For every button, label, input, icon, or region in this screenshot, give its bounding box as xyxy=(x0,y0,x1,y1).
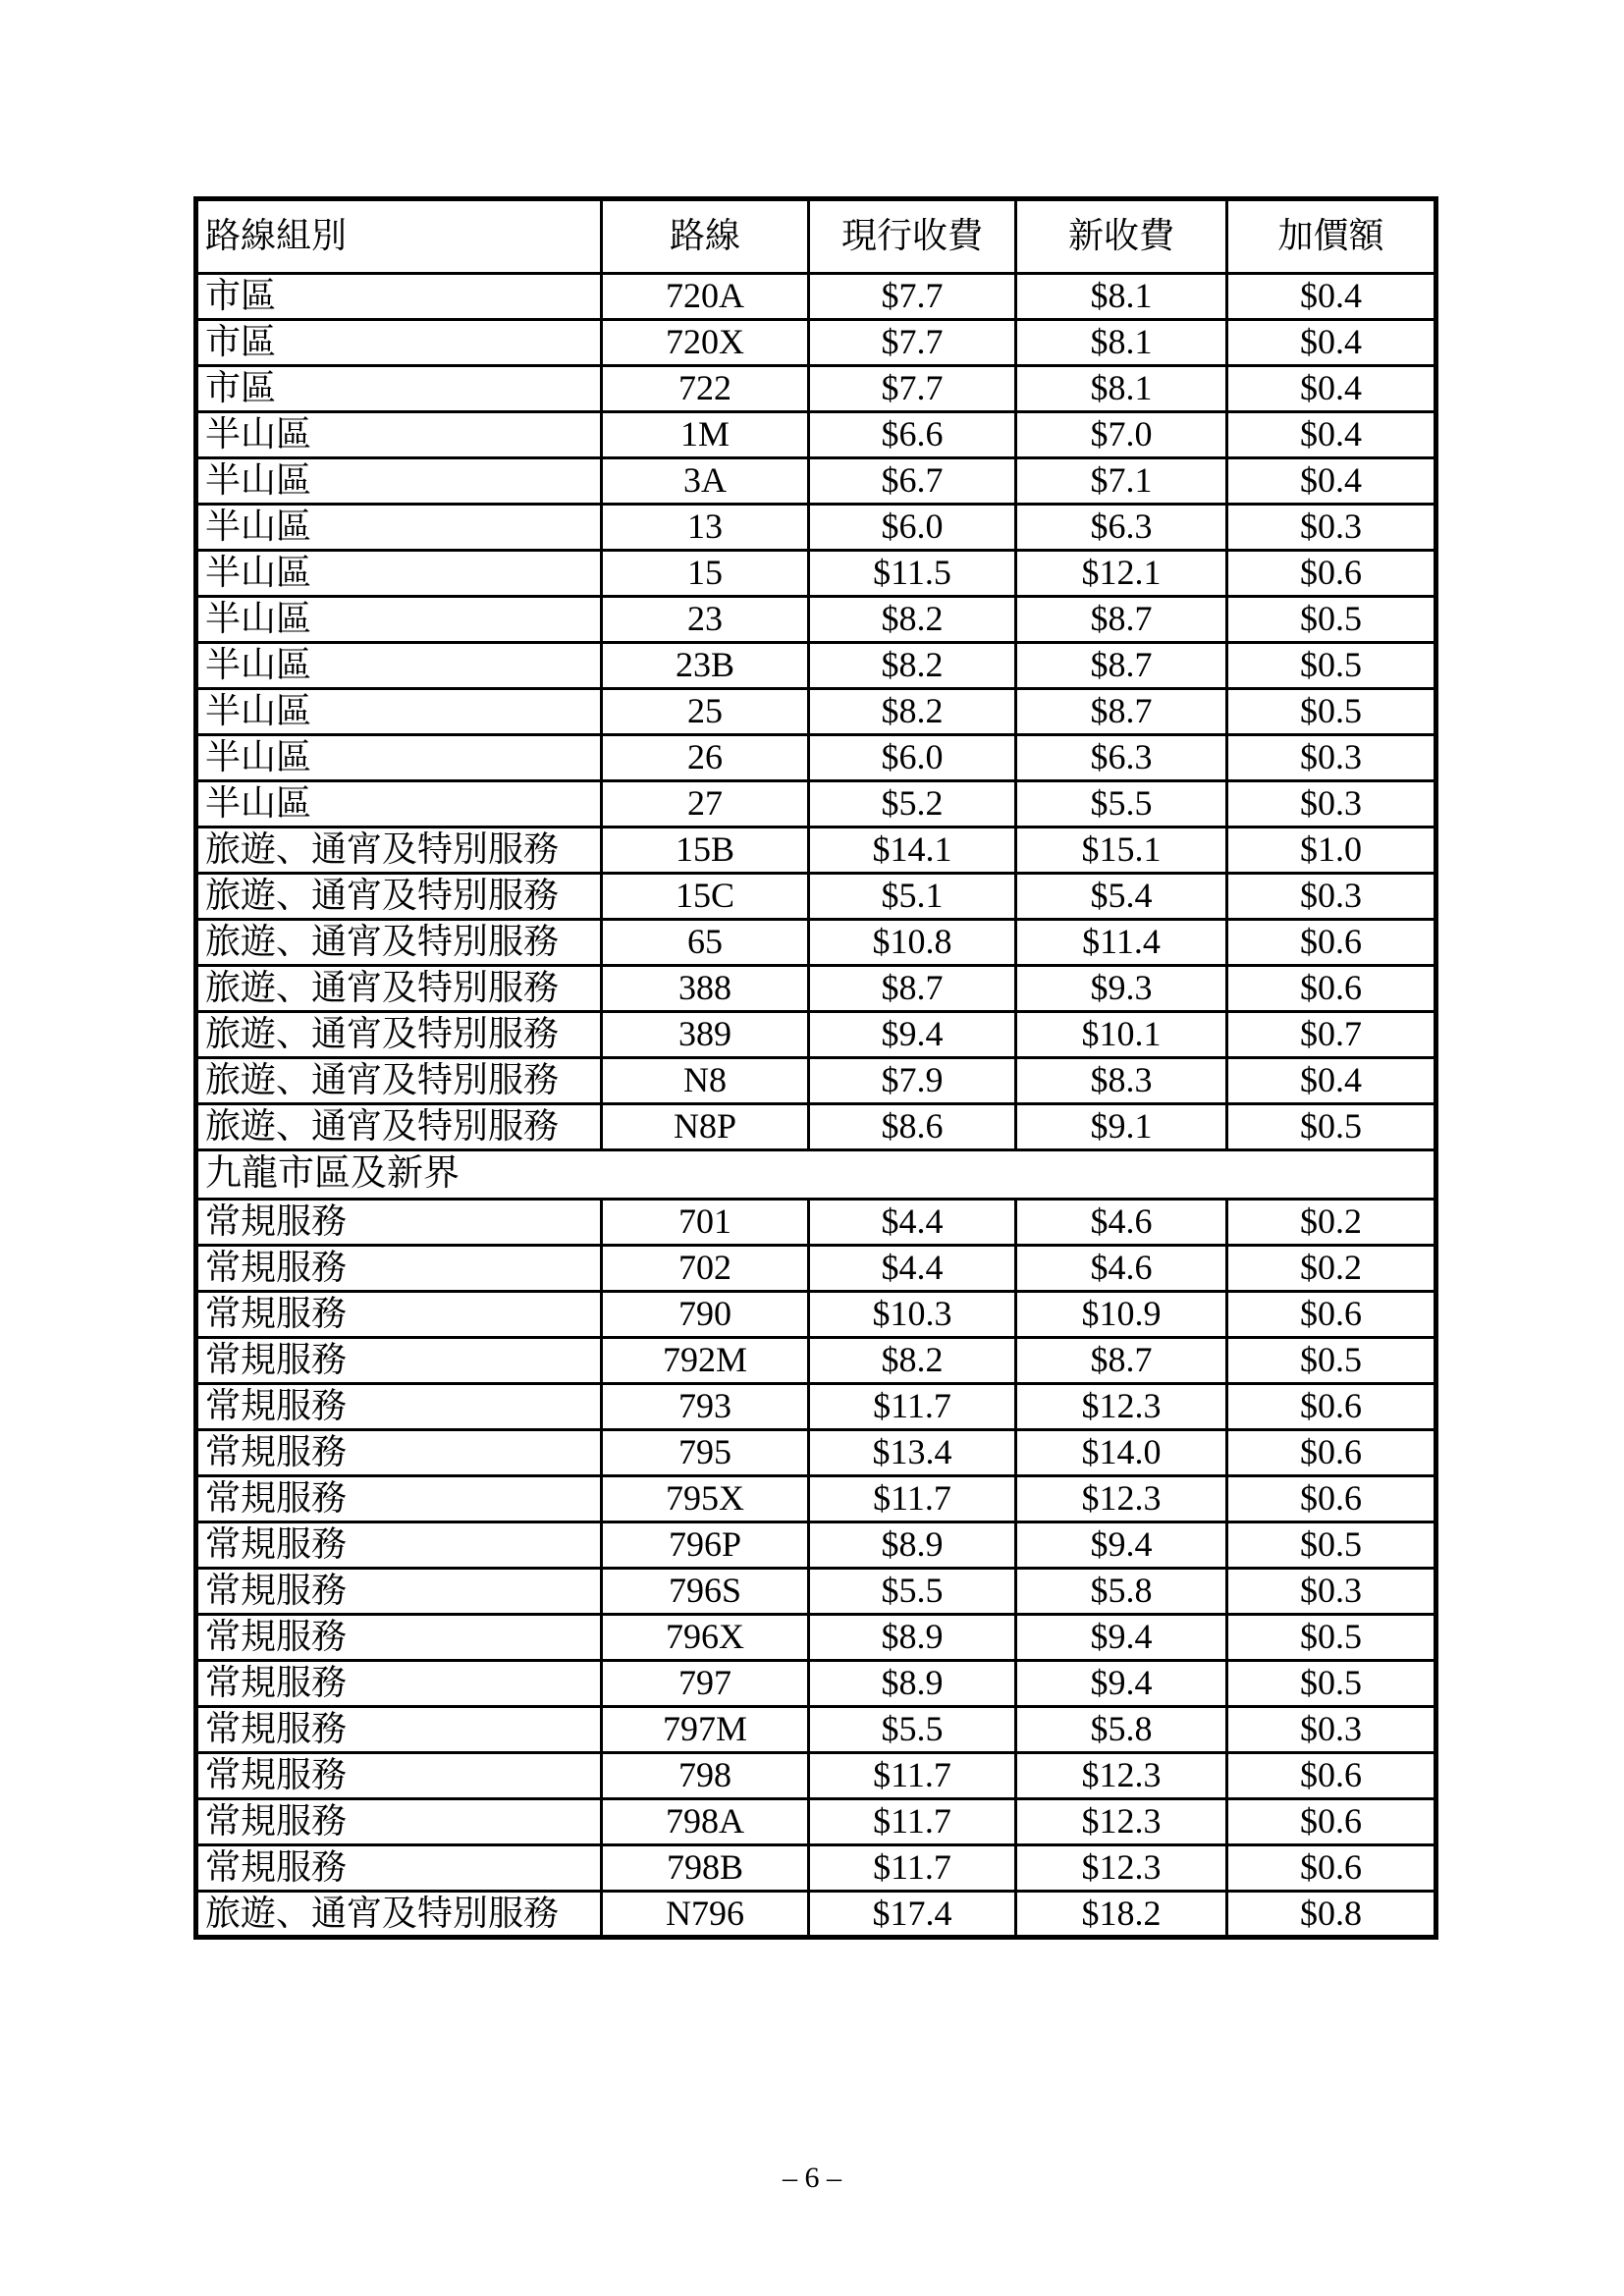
route-cell: 15B xyxy=(602,828,809,874)
table-row xyxy=(196,1569,1436,1615)
new-fare-cell: $10.1 xyxy=(1016,1012,1227,1058)
table-row xyxy=(196,920,1436,966)
current-fare-cell: $8.7 xyxy=(809,966,1016,1012)
route-cell: 3A xyxy=(602,458,809,505)
route-group-cell: 常規服務 xyxy=(196,1476,602,1522)
table-row xyxy=(196,1292,1436,1338)
current-fare-cell: $9.4 xyxy=(809,1012,1016,1058)
increase-cell: $0.8 xyxy=(1227,1892,1436,1938)
current-fare-cell: $11.7 xyxy=(809,1753,1016,1799)
route-group-cell: 旅遊、通宵及特別服務 xyxy=(196,1012,602,1058)
table-row xyxy=(196,1753,1436,1799)
route-group-cell: 常規服務 xyxy=(196,1200,602,1246)
route-group-cell: 常規服務 xyxy=(196,1569,602,1615)
table-row xyxy=(196,689,1436,735)
route-group-cell: 常規服務 xyxy=(196,1661,602,1707)
current-fare-cell: $7.9 xyxy=(809,1058,1016,1104)
table-row xyxy=(196,781,1436,828)
increase-cell: $1.0 xyxy=(1227,828,1436,874)
header-route: 路線 xyxy=(602,199,809,274)
current-fare-cell: $7.7 xyxy=(809,274,1016,320)
new-fare-cell: $12.3 xyxy=(1016,1845,1227,1892)
route-cell: 702 xyxy=(602,1246,809,1292)
route-cell: 796S xyxy=(602,1569,809,1615)
table-row xyxy=(196,1615,1436,1661)
current-fare-cell: $7.7 xyxy=(809,320,1016,366)
current-fare-cell: $4.4 xyxy=(809,1200,1016,1246)
new-fare-cell: $8.1 xyxy=(1016,274,1227,320)
table-row xyxy=(196,1661,1436,1707)
route-group-cell: 旅遊、通宵及特別服務 xyxy=(196,874,602,920)
increase-cell: $0.4 xyxy=(1227,274,1436,320)
route-cell: 792M xyxy=(602,1338,809,1384)
new-fare-cell: $5.4 xyxy=(1016,874,1227,920)
increase-cell: $0.6 xyxy=(1227,966,1436,1012)
route-cell: N796 xyxy=(602,1892,809,1938)
route-group-cell: 常規服務 xyxy=(196,1338,602,1384)
route-cell: 388 xyxy=(602,966,809,1012)
increase-cell: $0.4 xyxy=(1227,458,1436,505)
increase-cell: $0.6 xyxy=(1227,1476,1436,1522)
route-cell: 796P xyxy=(602,1522,809,1569)
route-group-cell: 常規服務 xyxy=(196,1845,602,1892)
new-fare-cell: $4.6 xyxy=(1016,1246,1227,1292)
route-group-cell: 市區 xyxy=(196,320,602,366)
increase-cell: $0.6 xyxy=(1227,551,1436,597)
current-fare-cell: $8.2 xyxy=(809,689,1016,735)
new-fare-cell: $12.3 xyxy=(1016,1799,1227,1845)
table-row xyxy=(196,551,1436,597)
increase-cell: $0.4 xyxy=(1227,1058,1436,1104)
route-cell: 26 xyxy=(602,735,809,781)
new-fare-cell: $9.1 xyxy=(1016,1104,1227,1150)
section-label-cell: 九龍市區及新界 xyxy=(196,1150,1436,1200)
new-fare-cell: $9.4 xyxy=(1016,1661,1227,1707)
increase-cell: $0.6 xyxy=(1227,1753,1436,1799)
increase-cell: $0.5 xyxy=(1227,1104,1436,1150)
current-fare-cell: $6.0 xyxy=(809,505,1016,551)
route-cell: 793 xyxy=(602,1384,809,1430)
route-group-cell: 旅遊、通宵及特別服務 xyxy=(196,1104,602,1150)
route-group-cell: 半山區 xyxy=(196,689,602,735)
route-cell: 25 xyxy=(602,689,809,735)
route-cell: 795X xyxy=(602,1476,809,1522)
table-row xyxy=(196,1338,1436,1384)
route-cell: 13 xyxy=(602,505,809,551)
current-fare-cell: $5.2 xyxy=(809,781,1016,828)
current-fare-cell: $4.4 xyxy=(809,1246,1016,1292)
new-fare-cell: $7.1 xyxy=(1016,458,1227,505)
table-row xyxy=(196,274,1436,320)
route-cell: 790 xyxy=(602,1292,809,1338)
header-new-fare: 新收費 xyxy=(1016,199,1227,274)
current-fare-cell: $8.9 xyxy=(809,1661,1016,1707)
current-fare-cell: $11.5 xyxy=(809,551,1016,597)
current-fare-cell: $6.0 xyxy=(809,735,1016,781)
increase-cell: $0.3 xyxy=(1227,1707,1436,1753)
route-cell: 797M xyxy=(602,1707,809,1753)
increase-cell: $0.3 xyxy=(1227,1569,1436,1615)
increase-cell: $0.5 xyxy=(1227,689,1436,735)
route-group-cell: 常規服務 xyxy=(196,1246,602,1292)
increase-cell: $0.5 xyxy=(1227,1338,1436,1384)
route-cell: 722 xyxy=(602,366,809,412)
table-row xyxy=(196,1892,1436,1938)
increase-cell: $0.4 xyxy=(1227,320,1436,366)
table-row xyxy=(196,1707,1436,1753)
table-row xyxy=(196,505,1436,551)
table-row xyxy=(196,874,1436,920)
new-fare-cell: $8.1 xyxy=(1016,366,1227,412)
route-cell: 701 xyxy=(602,1200,809,1246)
table-row xyxy=(196,1104,1436,1150)
increase-cell: $0.6 xyxy=(1227,1430,1436,1476)
route-group-cell: 半山區 xyxy=(196,643,602,689)
new-fare-cell: $9.3 xyxy=(1016,966,1227,1012)
route-cell: 389 xyxy=(602,1012,809,1058)
route-cell: 27 xyxy=(602,781,809,828)
current-fare-cell: $8.6 xyxy=(809,1104,1016,1150)
new-fare-cell: $12.3 xyxy=(1016,1384,1227,1430)
table-row xyxy=(196,597,1436,643)
route-cell: 795 xyxy=(602,1430,809,1476)
route-cell: 798 xyxy=(602,1753,809,1799)
route-group-cell: 旅遊、通宵及特別服務 xyxy=(196,1058,602,1104)
header-route-group: 路線組別 xyxy=(196,199,602,274)
increase-cell: $0.5 xyxy=(1227,1522,1436,1569)
new-fare-cell: $14.0 xyxy=(1016,1430,1227,1476)
new-fare-cell: $5.8 xyxy=(1016,1707,1227,1753)
increase-cell: $0.6 xyxy=(1227,1799,1436,1845)
new-fare-cell: $4.6 xyxy=(1016,1200,1227,1246)
current-fare-cell: $10.8 xyxy=(809,920,1016,966)
new-fare-cell: $11.4 xyxy=(1016,920,1227,966)
table-row xyxy=(196,458,1436,505)
route-group-cell: 常規服務 xyxy=(196,1615,602,1661)
route-group-cell: 半山區 xyxy=(196,781,602,828)
route-cell: N8 xyxy=(602,1058,809,1104)
increase-cell: $0.6 xyxy=(1227,1292,1436,1338)
increase-cell: $0.3 xyxy=(1227,505,1436,551)
table-row xyxy=(196,1012,1436,1058)
increase-cell: $0.5 xyxy=(1227,1615,1436,1661)
route-cell: 15 xyxy=(602,551,809,597)
section-row xyxy=(196,1150,1436,1200)
increase-cell: $0.5 xyxy=(1227,643,1436,689)
new-fare-cell: $8.7 xyxy=(1016,689,1227,735)
route-group-cell: 常規服務 xyxy=(196,1522,602,1569)
increase-cell: $0.6 xyxy=(1227,920,1436,966)
route-cell: 798A xyxy=(602,1799,809,1845)
page-number: – 6 – xyxy=(783,2162,841,2194)
table-row xyxy=(196,1200,1436,1246)
route-group-cell: 半山區 xyxy=(196,735,602,781)
increase-cell: $0.4 xyxy=(1227,412,1436,458)
new-fare-cell: $5.5 xyxy=(1016,781,1227,828)
increase-cell: $0.2 xyxy=(1227,1200,1436,1246)
increase-cell: $0.2 xyxy=(1227,1246,1436,1292)
route-group-cell: 半山區 xyxy=(196,412,602,458)
new-fare-cell: $8.7 xyxy=(1016,597,1227,643)
increase-cell: $0.3 xyxy=(1227,781,1436,828)
route-cell: 1M xyxy=(602,412,809,458)
new-fare-cell: $9.4 xyxy=(1016,1522,1227,1569)
header-increase: 加價額 xyxy=(1227,199,1436,274)
header-current-fare: 現行收費 xyxy=(809,199,1016,274)
table-row xyxy=(196,320,1436,366)
current-fare-cell: $8.2 xyxy=(809,643,1016,689)
route-group-cell: 旅遊、通宵及特別服務 xyxy=(196,1892,602,1938)
current-fare-cell: $5.1 xyxy=(809,874,1016,920)
new-fare-cell: $8.1 xyxy=(1016,320,1227,366)
new-fare-cell: $12.3 xyxy=(1016,1753,1227,1799)
table-row xyxy=(196,1384,1436,1430)
current-fare-cell: $17.4 xyxy=(809,1892,1016,1938)
current-fare-cell: $8.9 xyxy=(809,1522,1016,1569)
route-cell: 23B xyxy=(602,643,809,689)
route-cell: 720X xyxy=(602,320,809,366)
table-row xyxy=(196,1522,1436,1569)
new-fare-cell: $8.3 xyxy=(1016,1058,1227,1104)
increase-cell: $0.3 xyxy=(1227,735,1436,781)
route-group-cell: 半山區 xyxy=(196,505,602,551)
current-fare-cell: $5.5 xyxy=(809,1707,1016,1753)
table-row xyxy=(196,966,1436,1012)
new-fare-cell: $7.0 xyxy=(1016,412,1227,458)
new-fare-cell: $8.7 xyxy=(1016,1338,1227,1384)
route-group-cell: 旅遊、通宵及特別服務 xyxy=(196,966,602,1012)
new-fare-cell: $15.1 xyxy=(1016,828,1227,874)
route-group-cell: 半山區 xyxy=(196,458,602,505)
route-cell: 798B xyxy=(602,1845,809,1892)
increase-cell: $0.3 xyxy=(1227,874,1436,920)
route-group-cell: 常規服務 xyxy=(196,1799,602,1845)
new-fare-cell: $9.4 xyxy=(1016,1615,1227,1661)
table-row xyxy=(196,1799,1436,1845)
current-fare-cell: $5.5 xyxy=(809,1569,1016,1615)
table-row xyxy=(196,1845,1436,1892)
fare-table xyxy=(193,196,1438,1940)
route-group-cell: 市區 xyxy=(196,366,602,412)
current-fare-cell: $8.2 xyxy=(809,1338,1016,1384)
current-fare-cell: $14.1 xyxy=(809,828,1016,874)
table-row xyxy=(196,1430,1436,1476)
current-fare-cell: $6.6 xyxy=(809,412,1016,458)
table-header-row xyxy=(196,199,1436,274)
table-row xyxy=(196,643,1436,689)
route-cell: 23 xyxy=(602,597,809,643)
increase-cell: $0.7 xyxy=(1227,1012,1436,1058)
current-fare-cell: $6.7 xyxy=(809,458,1016,505)
current-fare-cell: $13.4 xyxy=(809,1430,1016,1476)
new-fare-cell: $5.8 xyxy=(1016,1569,1227,1615)
table-row xyxy=(196,735,1436,781)
route-group-cell: 半山區 xyxy=(196,551,602,597)
route-group-cell: 常規服務 xyxy=(196,1430,602,1476)
route-group-cell: 旅遊、通宵及特別服務 xyxy=(196,828,602,874)
new-fare-cell: $10.9 xyxy=(1016,1292,1227,1338)
increase-cell: $0.4 xyxy=(1227,366,1436,412)
current-fare-cell: $11.7 xyxy=(809,1799,1016,1845)
route-cell: 15C xyxy=(602,874,809,920)
current-fare-cell: $11.7 xyxy=(809,1476,1016,1522)
increase-cell: $0.6 xyxy=(1227,1384,1436,1430)
current-fare-cell: $10.3 xyxy=(809,1292,1016,1338)
table-row xyxy=(196,828,1436,874)
route-cell: 720A xyxy=(602,274,809,320)
increase-cell: $0.5 xyxy=(1227,1661,1436,1707)
route-group-cell: 常規服務 xyxy=(196,1753,602,1799)
table-row xyxy=(196,1246,1436,1292)
route-group-cell: 常規服務 xyxy=(196,1384,602,1430)
route-cell: 796X xyxy=(602,1615,809,1661)
route-cell: 797 xyxy=(602,1661,809,1707)
current-fare-cell: $7.7 xyxy=(809,366,1016,412)
route-cell: 65 xyxy=(602,920,809,966)
current-fare-cell: $8.2 xyxy=(809,597,1016,643)
new-fare-cell: $12.1 xyxy=(1016,551,1227,597)
new-fare-cell: $12.3 xyxy=(1016,1476,1227,1522)
route-group-cell: 常規服務 xyxy=(196,1292,602,1338)
current-fare-cell: $11.7 xyxy=(809,1384,1016,1430)
new-fare-cell: $18.2 xyxy=(1016,1892,1227,1938)
table-row xyxy=(196,412,1436,458)
increase-cell: $0.6 xyxy=(1227,1845,1436,1892)
current-fare-cell: $11.7 xyxy=(809,1845,1016,1892)
new-fare-cell: $6.3 xyxy=(1016,505,1227,551)
table-row xyxy=(196,1058,1436,1104)
new-fare-cell: $8.7 xyxy=(1016,643,1227,689)
table-row xyxy=(196,366,1436,412)
table-row xyxy=(196,1476,1436,1522)
route-group-cell: 旅遊、通宵及特別服務 xyxy=(196,920,602,966)
new-fare-cell: $6.3 xyxy=(1016,735,1227,781)
route-group-cell: 常規服務 xyxy=(196,1707,602,1753)
increase-cell: $0.5 xyxy=(1227,597,1436,643)
route-cell: N8P xyxy=(602,1104,809,1150)
route-group-cell: 市區 xyxy=(196,274,602,320)
route-group-cell: 半山區 xyxy=(196,597,602,643)
current-fare-cell: $8.9 xyxy=(809,1615,1016,1661)
table-body xyxy=(196,274,1436,1938)
